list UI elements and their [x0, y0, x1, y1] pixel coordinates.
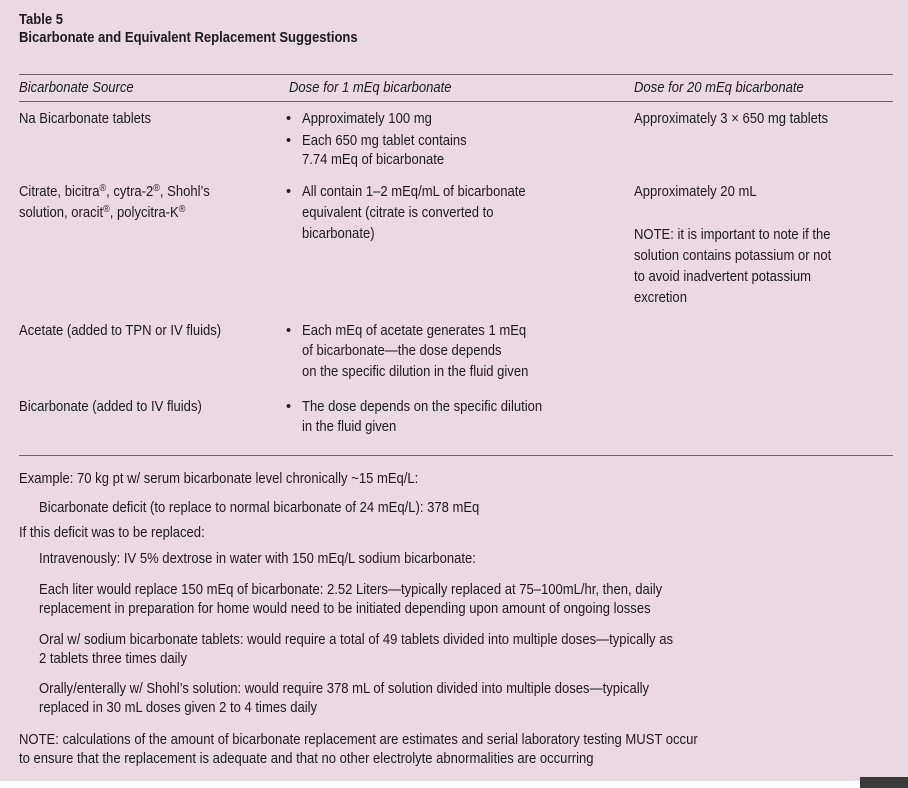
note-line: to avoid inadvertent potassium — [634, 269, 812, 285]
oral-tablets-line: Oral w/ sodium bicarbonate tablets: would require a total of 49 tablets divided into multiple doses—typically as — [39, 632, 673, 648]
source-text: , Shohl’s — [159, 184, 210, 200]
bullet-glyph: • — [286, 323, 292, 339]
column-header-dose-20: Dose for 20 mEq bicarbonate — [634, 80, 804, 96]
bullet-glyph: • — [286, 133, 292, 149]
row-source-cell: Na Bicarbonate tablets — [19, 111, 152, 127]
dose-bullet-text: 7.74 mEq of bicarbonate — [302, 152, 445, 168]
note-line: NOTE: it is important to note if the — [634, 227, 831, 243]
registered-mark: ® — [103, 204, 110, 215]
dose-bullet-text: bicarbonate) — [302, 226, 375, 242]
row-source-cell: Acetate (added to TPN or IV fluids) — [19, 323, 222, 339]
source-text: Citrate, bicitra — [19, 184, 100, 200]
source-text: solution, oracit — [19, 205, 104, 221]
dose-bullet-text: Each mEq of acetate generates 1 mEq — [302, 323, 527, 339]
source-text: , polycitra-K — [109, 205, 179, 221]
header-bottom-rule — [19, 101, 893, 102]
shohl-solution-line: replaced in 30 mL doses given 2 to 4 times daily — [39, 700, 318, 716]
shohl-solution-line: Orally/enterally w/ Shohl’s solution: would require 378 mL of solution divided into multiple doses—typically — [39, 681, 650, 697]
note-line: solution contains potassium or not — [634, 248, 832, 264]
column-header-source: Bicarbonate Source — [19, 80, 134, 96]
header-top-rule — [19, 74, 893, 75]
bullet-glyph: • — [286, 111, 292, 127]
deficit-line: Bicarbonate deficit (to replace to normal bicarbonate of 24 mEq/L): 378 mEq — [39, 500, 480, 516]
liter-replacement-line: replacement in preparation for home would need to be initiated depending upon amount of ongoing losses — [39, 601, 651, 617]
note-line: excretion — [634, 290, 687, 306]
dose-bullet-text: All contain 1–2 mEq/mL of bicarbonate — [302, 184, 526, 200]
closing-note-line: to ensure that the replacement is adequate and that no other electrolyte abnormalities are occurring — [19, 751, 594, 767]
dose-bullet-text: The dose depends on the specific dilution — [302, 399, 543, 415]
row-source-cell: Bicarbonate (added to IV fluids) — [19, 399, 202, 415]
dose-bullet-text: equivalent (citrate is converted to — [302, 205, 494, 221]
row-source-cell — [19, 183, 210, 203]
bullet-glyph: • — [286, 184, 292, 200]
row-source-cell — [19, 204, 185, 224]
oral-tablets-line: 2 tablets three times daily — [39, 651, 187, 667]
registered-mark: ® — [153, 183, 160, 194]
registered-mark: ® — [99, 183, 107, 194]
column-header-dose-1: Dose for 1 mEq bicarbonate — [289, 80, 452, 96]
registered-mark: ® — [178, 204, 186, 215]
page-corner-tab — [860, 777, 908, 788]
replacement-intro-line: If this deficit was to be replaced: — [19, 525, 205, 541]
dose-bullet-text: Approximately 100 mg — [302, 111, 432, 127]
dose-bullet-text: of bicarbonate—the dose depends — [302, 343, 502, 359]
bullet-glyph: • — [286, 399, 292, 415]
liter-replacement-line: Each liter would replace 150 mEq of bicarbonate: 2.52 Liters—typically replaced at 75–100mL/hr, then, daily — [39, 582, 663, 598]
dose-bullet-text: in the fluid given — [302, 419, 397, 435]
table-bottom-rule — [19, 455, 893, 456]
dose-bullet-text: on the specific dilution in the fluid given — [302, 364, 529, 380]
table-number: Table 5 — [19, 12, 64, 28]
source-text: , cytra-2 — [106, 184, 154, 200]
row-dose-20-cell: Approximately 3 × 650 mg tablets — [634, 111, 829, 127]
intravenous-line: Intravenously: IV 5% dextrose in water with 150 mEq/L sodium bicarbonate: — [39, 551, 476, 567]
table-title: Bicarbonate and Equivalent Replacement Suggestions — [19, 30, 358, 46]
row-dose-20-cell: Approximately 20 mL — [634, 184, 757, 200]
row-dose-20-note — [634, 226, 831, 308]
closing-note-line: NOTE: calculations of the amount of bicarbonate replacement are estimates and serial laboratory testing MUST occur — [19, 732, 698, 748]
dose-bullet-text: Each 650 mg tablet contains — [302, 133, 467, 149]
table-caption — [19, 11, 358, 47]
example-line: Example: 70 kg pt w/ serum bicarbonate level chronically ~15 mEq/L: — [19, 471, 419, 487]
